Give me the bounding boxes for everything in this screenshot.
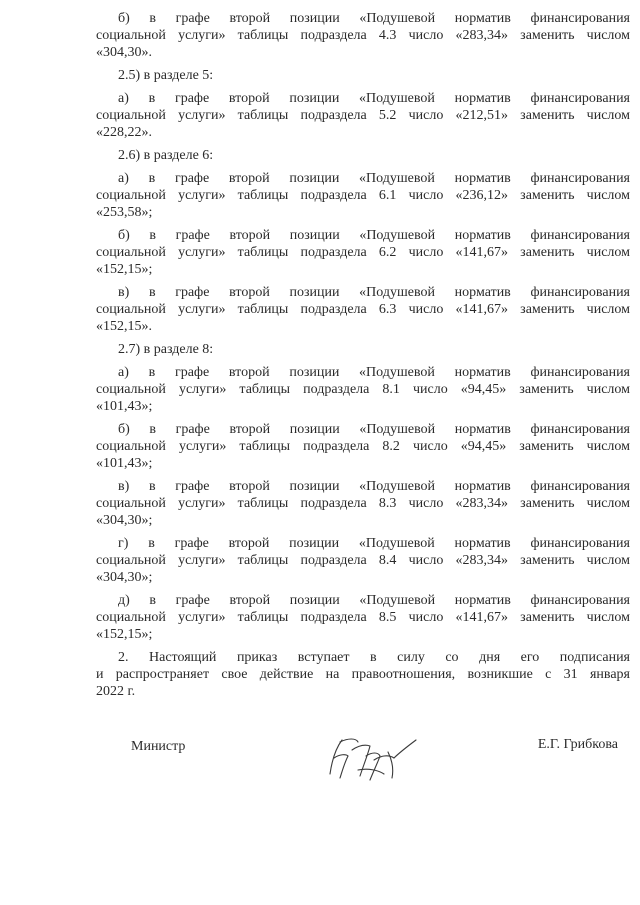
item-line: социальной услуги» таблицы подраздела 8.2 число «94,45» заменить числом xyxy=(96,439,630,454)
document-item xyxy=(96,67,630,84)
item-first-line: г) в графе второй позиции «Подушевой норматив финансирования xyxy=(118,536,630,551)
document-item xyxy=(96,535,630,586)
document-item xyxy=(96,170,630,221)
document-item xyxy=(96,147,630,164)
item-first-line: б) в графе второй позиции «Подушевой норматив финансирования xyxy=(118,422,630,437)
item-line: социальной услуги» таблицы подраздела 4.3 число «283,34» заменить числом xyxy=(96,28,630,43)
item-line: «101,43»; xyxy=(96,456,153,471)
item-line: «152,15»; xyxy=(96,262,153,277)
document-item xyxy=(96,421,630,472)
item-first-line: 2. Настоящий приказ вступает в силу со дня его подписания xyxy=(118,650,630,665)
document-item xyxy=(96,649,630,700)
item-line: социальной услуги» таблицы подраздела 8.1 число «94,45» заменить числом xyxy=(96,382,630,397)
item-line: социальной услуги» таблицы подраздела 8.3 число «283,34» заменить числом xyxy=(96,496,630,511)
document-body xyxy=(96,10,630,700)
item-line: социальной услуги» таблицы подраздела 8.4 число «283,34» заменить числом xyxy=(96,553,630,568)
item-first-line: в) в графе второй позиции «Подушевой норматив финансирования xyxy=(118,479,630,494)
document-item xyxy=(96,227,630,278)
document-item xyxy=(96,341,630,358)
item-line: «253,58»; xyxy=(96,205,153,220)
document-item xyxy=(96,364,630,415)
item-line: «304,30». xyxy=(96,45,152,60)
item-line: социальной услуги» таблицы подраздела 6.3 число «141,67» заменить числом xyxy=(96,302,630,317)
item-first-line: б) в графе второй позиции «Подушевой норматив финансирования xyxy=(118,11,630,26)
item-line: «304,30»; xyxy=(96,513,153,528)
item-line: «152,15»; xyxy=(96,627,153,642)
item-line: социальной услуги» таблицы подраздела 8.5 число «141,67» заменить числом xyxy=(96,610,630,625)
item-first-line: д) в графе второй позиции «Подушевой норматив финансирования xyxy=(118,593,630,608)
item-line: 2022 г. xyxy=(96,684,136,699)
item-first-line: а) в графе второй позиции «Подушевой норматив финансирования xyxy=(118,365,630,380)
item-first-line: а) в графе второй позиции «Подушевой норматив финансирования xyxy=(118,91,630,106)
item-line: социальной услуги» таблицы подраздела 5.2 число «212,51» заменить числом xyxy=(96,108,630,123)
item-first-line: а) в графе второй позиции «Подушевой норматив финансирования xyxy=(118,171,630,186)
item-first-line: в) в графе второй позиции «Подушевой норматив финансирования xyxy=(118,285,630,300)
document-item xyxy=(96,10,630,61)
item-line: «304,30»; xyxy=(96,570,153,585)
item-first-line: 2.7) в разделе 8: xyxy=(118,342,214,357)
item-first-line: б) в графе второй позиции «Подушевой норматив финансирования xyxy=(118,228,630,243)
handwritten-signature xyxy=(318,730,428,786)
document-item xyxy=(96,284,630,335)
item-line: «152,15». xyxy=(96,319,152,334)
signature-block xyxy=(0,730,640,800)
item-line: «101,43»; xyxy=(96,399,153,414)
item-line: «228,22». xyxy=(96,125,152,140)
item-line: и распространяет свое действие на правоотношения, возникшие с 31 января xyxy=(96,667,630,682)
document-item xyxy=(96,90,630,141)
signatory-title: Министр xyxy=(131,739,186,754)
document-item xyxy=(96,478,630,529)
item-first-line: 2.5) в разделе 5: xyxy=(118,68,214,83)
item-line: социальной услуги» таблицы подраздела 6.1 число «236,12» заменить числом xyxy=(96,188,630,203)
item-first-line: 2.6) в разделе 6: xyxy=(118,148,214,163)
item-line: социальной услуги» таблицы подраздела 6.2 число «141,67» заменить числом xyxy=(96,245,630,260)
signatory-name: Е.Г. Грибкова xyxy=(537,737,618,752)
document-item xyxy=(96,592,630,643)
